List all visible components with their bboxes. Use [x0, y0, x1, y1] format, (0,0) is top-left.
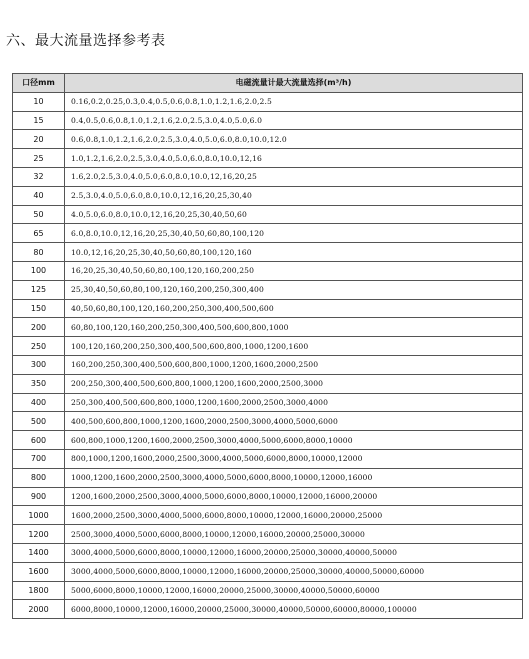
cell-diameter: 1200 [13, 525, 65, 544]
cell-diameter: 700 [13, 449, 65, 468]
cell-max-flow-range: 1000,1200,1600,2000,2500,3000,4000,5000,6000,8000,10000,12000,16000 [65, 468, 523, 487]
cell-max-flow-range: 400,500,600,800,1000,1200,1600,2000,2500,3000,4000,5000,6000 [65, 412, 523, 431]
cell-max-flow-range: 600,800,1000,1200,1600,2000,2500,3000,4000,5000,6000,8000,10000 [65, 431, 523, 450]
cell-diameter: 350 [13, 374, 65, 393]
table-row [13, 543, 523, 562]
cell-max-flow-range: 100,120,160,200,250,300,400,500,600,800,1000,1200,1600 [65, 337, 523, 356]
table-row [13, 337, 523, 356]
table-row [13, 243, 523, 262]
cell-max-flow-range: 0.16,0.2,0.25,0.3,0.4,0.5,0.6,0.8,1.0,1.2,1.6,2.0,2.5 [65, 92, 523, 111]
cell-max-flow-range: 250,300,400,500,600,800,1000,1200,1600,2000,2500,3000,4000 [65, 393, 523, 412]
cell-max-flow-range: 2.5,3.0,4.0,5.0,6.0,8.0,10.0,12,16,20,25,30,40 [65, 186, 523, 205]
header-max-flow: 电磁流量计最大流量选择(m³/h) [65, 74, 523, 93]
cell-diameter: 40 [13, 186, 65, 205]
cell-diameter: 200 [13, 318, 65, 337]
table-row [13, 111, 523, 130]
cell-diameter: 25 [13, 149, 65, 168]
table-row [13, 449, 523, 468]
cell-max-flow-range: 60,80,100,120,160,200,250,300,400,500,600,800,1000 [65, 318, 523, 337]
cell-max-flow-range: 0.4,0.5,0.6,0.8,1.0,1.2,1.6,2.0,2.5,3.0,4.0,5.0,6.0 [65, 111, 523, 130]
cell-diameter: 600 [13, 431, 65, 450]
cell-diameter: 15 [13, 111, 65, 130]
cell-max-flow-range: 200,250,300,400,500,600,800,1000,1200,1600,2000,2500,3000 [65, 374, 523, 393]
cell-diameter: 65 [13, 224, 65, 243]
cell-diameter: 1800 [13, 581, 65, 600]
cell-max-flow-range: 3000,4000,5000,6000,8000,10000,12000,16000,20000,25000,30000,40000,50000 [65, 543, 523, 562]
cell-diameter: 125 [13, 280, 65, 299]
cell-diameter: 900 [13, 487, 65, 506]
cell-max-flow-range: 6000,8000,10000,12000,16000,20000,25000,30000,40000,50000,60000,80000,100000 [65, 600, 523, 619]
cell-max-flow-range: 6.0,8.0,10.0,12,16,20,25,30,40,50,60,80,100,120 [65, 224, 523, 243]
table-header-row [13, 74, 523, 93]
table-row [13, 167, 523, 186]
cell-diameter: 800 [13, 468, 65, 487]
cell-diameter: 50 [13, 205, 65, 224]
cell-max-flow-range: 1600,2000,2500,3000,4000,5000,6000,8000,10000,12000,16000,20000,25000 [65, 506, 523, 525]
table-row [13, 468, 523, 487]
table-row [13, 318, 523, 337]
table-body [13, 92, 523, 618]
cell-max-flow-range: 1200,1600,2000,2500,3000,4000,5000,6000,8000,10000,12000,16000,20000 [65, 487, 523, 506]
cell-diameter: 1000 [13, 506, 65, 525]
table-row [13, 600, 523, 619]
table-row [13, 92, 523, 111]
table-row [13, 149, 523, 168]
table-row [13, 186, 523, 205]
cell-max-flow-range: 160,200,250,300,400,500,600,800,1000,1200,1600,2000,2500 [65, 355, 523, 374]
cell-diameter: 300 [13, 355, 65, 374]
table-row [13, 280, 523, 299]
cell-diameter: 80 [13, 243, 65, 262]
table-row [13, 130, 523, 149]
table-row [13, 393, 523, 412]
table-row [13, 299, 523, 318]
cell-diameter: 20 [13, 130, 65, 149]
flow-selection-table-wrapper [12, 73, 522, 619]
cell-max-flow-range: 0.6,0.8,1.0,1.2,1.6,2.0,2.5,3.0,4.0,5.0,6.0,8.0,10.0,12.0 [65, 130, 523, 149]
page-title: 六、最大流量选择参考表 [6, 33, 166, 49]
table-row [13, 581, 523, 600]
cell-diameter: 500 [13, 412, 65, 431]
table-row [13, 355, 523, 374]
table-row [13, 205, 523, 224]
cell-max-flow-range: 1.6,2.0,2.5,3.0,4.0,5.0,6.0,8.0,10.0,12,16,20,25 [65, 167, 523, 186]
cell-diameter: 150 [13, 299, 65, 318]
table-row [13, 525, 523, 544]
cell-max-flow-range: 4.0,5.0,6.0,8.0,10.0,12,16,20,25,30,40,50,60 [65, 205, 523, 224]
cell-diameter: 1600 [13, 562, 65, 581]
cell-max-flow-range: 40,50,60,80,100,120,160,200,250,300,400,500,600 [65, 299, 523, 318]
flow-selection-table [12, 73, 523, 619]
cell-max-flow-range: 3000,4000,5000,6000,8000,10000,12000,16000,20000,25000,30000,40000,50000,60000 [65, 562, 523, 581]
cell-max-flow-range: 25,30,40,50,60,80,100,120,160,200,250,300,400 [65, 280, 523, 299]
cell-diameter: 32 [13, 167, 65, 186]
cell-max-flow-range: 1.0,1.2,1.6,2.0,2.5,3.0,4.0,5.0,6.0,8.0,10.0,12,16 [65, 149, 523, 168]
table-row [13, 261, 523, 280]
cell-diameter: 100 [13, 261, 65, 280]
table-row [13, 224, 523, 243]
table-row [13, 431, 523, 450]
cell-diameter: 1400 [13, 543, 65, 562]
table-row [13, 412, 523, 431]
cell-diameter: 2000 [13, 600, 65, 619]
table-row [13, 374, 523, 393]
cell-max-flow-range: 800,1000,1200,1600,2000,2500,3000,4000,5000,6000,8000,10000,12000 [65, 449, 523, 468]
table-row [13, 487, 523, 506]
table-row [13, 562, 523, 581]
table-row [13, 506, 523, 525]
header-diameter: 口径mm [13, 74, 65, 93]
cell-max-flow-range: 5000,6000,8000,10000,12000,16000,20000,25000,30000,40000,50000,60000 [65, 581, 523, 600]
cell-max-flow-range: 10.0,12,16,20,25,30,40,50,60,80,100,120,160 [65, 243, 523, 262]
cell-max-flow-range: 16,20,25,30,40,50,60,80,100,120,160,200,250 [65, 261, 523, 280]
cell-diameter: 250 [13, 337, 65, 356]
cell-diameter: 400 [13, 393, 65, 412]
cell-diameter: 10 [13, 92, 65, 111]
cell-max-flow-range: 2500,3000,4000,5000,6000,8000,10000,12000,16000,20000,25000,30000 [65, 525, 523, 544]
